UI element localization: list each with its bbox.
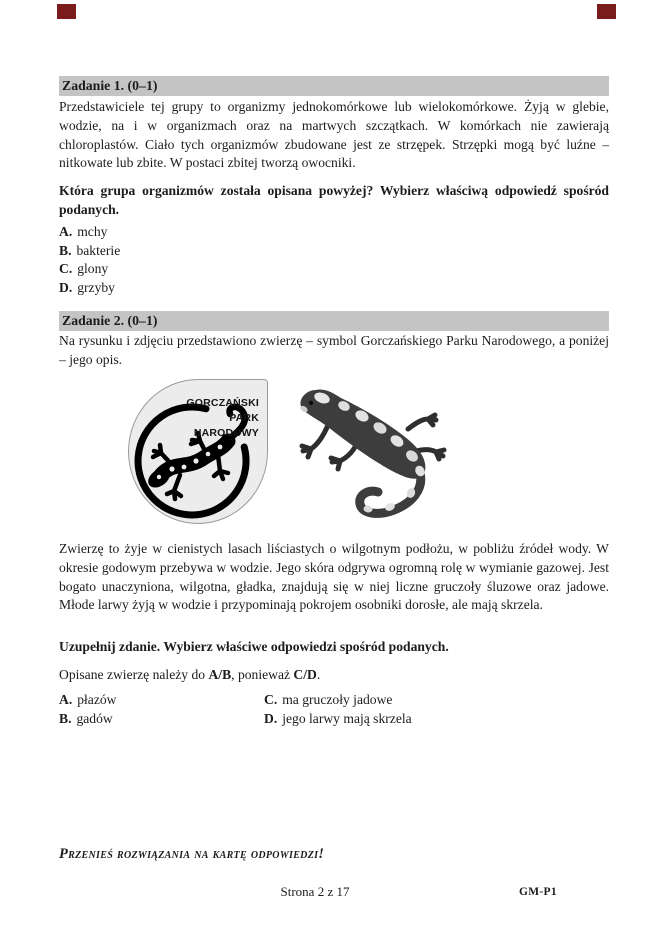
- task1-option-c: [59, 260, 120, 279]
- salamander-photo: [292, 381, 460, 523]
- option-letter: A.: [59, 224, 73, 239]
- sentence-part3: .: [316, 667, 321, 682]
- option-text: mchy: [77, 224, 108, 239]
- task2-options-right: [264, 691, 412, 728]
- registration-mark-left: [57, 4, 76, 19]
- option-letter: D.: [264, 710, 278, 726]
- sentence-choice-ab: A/B: [208, 667, 232, 682]
- task1-option-b: [59, 242, 120, 261]
- option-text: bakterie: [76, 242, 121, 258]
- task2-intro: Na rysunku i zdjęciu przedstawiono zwierzę – symbol Gorczańskiego Parku Narodowego, a poniżej – jego opis.: [59, 333, 609, 367]
- footer-instruction: Przenieś rozwiązania na kartę odpowiedzi!: [59, 846, 325, 862]
- task2-option-d: [264, 710, 412, 729]
- option-text: ma gruczoły jadowe: [282, 692, 393, 707]
- option-letter: C.: [264, 692, 278, 707]
- option-letter: B.: [59, 242, 72, 258]
- logo-text-line2: PARK: [229, 412, 259, 424]
- option-letter: D.: [59, 279, 73, 295]
- logo-text-line3: NARODOWY: [193, 427, 259, 439]
- task2-option-c: [264, 691, 412, 710]
- option-text: płazów: [77, 692, 117, 707]
- option-letter: B.: [59, 710, 72, 726]
- option-text: glony: [77, 261, 109, 277]
- task2-option-a: [59, 691, 116, 710]
- option-text: grzyby: [77, 279, 115, 295]
- task1-options: [59, 223, 120, 297]
- page-number: Strona 2 z 17: [280, 884, 350, 899]
- sentence-part1: Opisane zwierzę należy do: [59, 667, 209, 682]
- option-letter: A.: [59, 692, 73, 707]
- task2-sentence: [59, 666, 609, 685]
- task2-option-b: [59, 710, 116, 729]
- task2-instruction: Uzupełnij zdanie. Wybierz właściwe odpowiedzi spośród podanych.: [59, 639, 449, 654]
- task2-description: Zwierzę to żyje w cienistych lasach liściastych o wilgotnym podłożu, w pobliżu źródeł wody. W okresie godowym przebywa w wodzie. Jego skóra odgrywa ogromną rolę w wymianie gazowej. Jest bogato unaczyniona, wilgotna, gładka, znajdują się w niej liczne gruczoły śluzowe oraz jadowe. Młode larwy żyją w wodzie i przypominają pokrojem osobniki dorosłe, ale mają skrzela.: [59, 541, 609, 613]
- sentence-choice-cd: C/D: [293, 667, 317, 682]
- task2-header: Zadanie 2. (0–1): [62, 313, 158, 328]
- option-letter: C.: [59, 261, 73, 277]
- task1-option-d: [59, 279, 120, 298]
- form-code: GM-P1: [519, 886, 557, 898]
- task1-header-bar: [59, 76, 609, 96]
- logo-text-line1: GORCZAŃSKI: [186, 397, 259, 409]
- sentence-part2: , ponieważ: [231, 667, 294, 682]
- task1-question: Która grupa organizmów została opisana powyżej? Wybierz właściwą odpowiedź spośród podanych.: [59, 183, 609, 217]
- park-logo: [128, 379, 268, 524]
- task1-description: Przedstawiciele tej grupy to organizmy jednokomórkowe lub wielokomórkowe. Żyją w glebie, wodzie, na i w organizmach oraz na martwych szczątkach. W komórkach nie zawierają chloroplastów. Ciało tych organizmów zbudowane jest ze strzępek. Strzępki mogą być luźne – nitkowate lub zbite. W postaci zbitej tworzą owocniki.: [59, 99, 609, 171]
- task1-header: Zadanie 1. (0–1): [62, 78, 158, 93]
- task2-options-left: [59, 691, 116, 728]
- task2-header-bar: [59, 311, 609, 331]
- option-text: jego larwy mają skrzela: [282, 710, 412, 726]
- salamander-photo-image: [292, 381, 460, 523]
- option-text: gadów: [76, 710, 113, 726]
- logo-text: [186, 396, 259, 441]
- task1-option-a: [59, 223, 120, 242]
- registration-mark-right: [597, 4, 616, 19]
